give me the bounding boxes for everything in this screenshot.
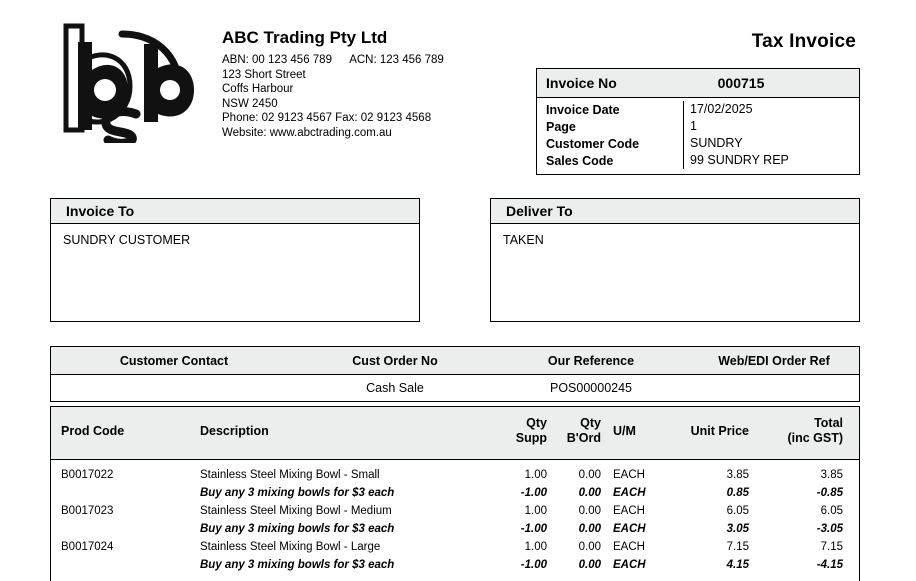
invoice-date-label: Invoice Date	[546, 102, 620, 117]
row-prod-code: B0017024	[61, 541, 114, 553]
table-row	[51, 556, 859, 574]
cust-order-no-value: Cash Sale	[366, 381, 424, 395]
row-description: Buy any 3 mixing bowls for $3 each	[200, 523, 395, 535]
total-header	[749, 407, 853, 459]
row-total: 6.05	[820, 505, 843, 517]
company-abn-acn	[222, 53, 522, 68]
prod-code-header: Prod Code	[61, 424, 125, 438]
bbs-logo-icon	[48, 18, 198, 143]
row-qty-supp: 1.00	[524, 541, 547, 553]
company-acn: ACN: 123 456 789	[349, 54, 444, 66]
cust-order-no-header: Cust Order No	[352, 353, 438, 368]
row-unit-price: 6.05	[726, 505, 749, 517]
invoice-meta-box	[536, 68, 860, 175]
row-qty-bord: 0.00	[578, 559, 601, 571]
row-qty-bord: 0.00	[578, 469, 601, 481]
uom-header: U/M	[613, 424, 636, 438]
deliver-to-line: TAKEN	[503, 233, 544, 247]
unit-price-header: Unit Price	[690, 424, 749, 438]
row-qty-supp: -1.00	[520, 559, 547, 571]
row-uom: EACH	[613, 541, 645, 553]
line-items-body	[51, 460, 859, 574]
row-qty-supp: 1.00	[524, 469, 547, 481]
page-label: Page	[546, 119, 576, 134]
row-uom: EACH	[613, 469, 645, 481]
description-header: Description	[200, 424, 269, 438]
qty-bord-header	[547, 407, 601, 459]
invoice-meta-rows	[537, 98, 859, 174]
qty-bord-header-line1: Qty	[580, 416, 601, 430]
row-qty-supp: -1.00	[520, 523, 547, 535]
row-description: Buy any 3 mixing bowls for $3 each	[200, 487, 395, 499]
row-qty-supp: -1.00	[520, 487, 547, 499]
company-abn: ABN: 00 123 456 789	[222, 54, 332, 66]
qty-bord-header-line2: B'Ord	[566, 431, 601, 445]
row-unit-price: 0.85	[726, 487, 749, 499]
deliver-to-box	[490, 198, 860, 322]
reference-header-row	[51, 347, 859, 375]
row-prod-code: B0017023	[61, 505, 114, 517]
row-uom: EACH	[613, 505, 645, 517]
company-website: Website: www.abctrading.com.au	[222, 126, 392, 139]
row-qty-bord: 0.00	[578, 541, 601, 553]
row-qty-bord: 0.00	[578, 487, 601, 499]
invoice-to-body	[51, 224, 419, 248]
row-description: Stainless Steel Mixing Bowl - Medium	[200, 505, 392, 517]
invoice-meta-row	[537, 135, 859, 152]
page-value: 1	[683, 118, 859, 135]
row-total: 3.85	[820, 469, 843, 481]
row-description: Stainless Steel Mixing Bowl - Small	[200, 469, 380, 481]
company-phone-fax: Phone: 02 9123 4567 Fax: 02 9123 4568	[222, 112, 432, 124]
row-qty-bord: 0.00	[578, 523, 601, 535]
qty-supp-header	[491, 407, 547, 459]
our-reference-header: Our Reference	[547, 353, 635, 368]
sales-code-label: Sales Code	[546, 153, 614, 168]
invoice-number-label: Invoice No	[546, 75, 617, 91]
row-qty-supp: 1.00	[524, 505, 547, 517]
sales-code-value: 99 SUNDRY REP	[683, 152, 859, 169]
row-uom: EACH	[613, 487, 646, 499]
row-total: 7.15	[820, 541, 843, 553]
row-prod-code: B0017022	[61, 469, 114, 481]
row-uom: EACH	[613, 559, 646, 571]
table-row	[51, 520, 859, 538]
row-unit-price: 3.05	[726, 523, 749, 535]
reference-value-row	[51, 375, 859, 401]
deliver-to-heading: Deliver To	[491, 199, 859, 224]
customer-code-label: Customer Code	[546, 136, 640, 151]
row-total: -0.85	[816, 487, 843, 499]
invoice-to-heading: Invoice To	[51, 199, 419, 224]
company-state-postcode: NSW 2450	[222, 97, 278, 110]
row-qty-bord: 0.00	[578, 505, 601, 517]
total-header-line1: Total	[814, 416, 843, 430]
table-row	[51, 484, 859, 502]
company-suburb: Coffs Harbour	[222, 83, 294, 95]
row-unit-price: 4.15	[726, 559, 749, 571]
invoice-number-value: 000715	[717, 75, 765, 91]
row-total: -4.15	[816, 559, 843, 571]
qty-supp-header-line1: Qty	[526, 416, 547, 430]
deliver-to-body	[491, 224, 859, 248]
row-description: Buy any 3 mixing bowls for $3 each	[200, 559, 395, 571]
company-street: 123 Short Street	[222, 68, 306, 81]
company-details	[222, 28, 522, 140]
invoice-meta-row	[537, 152, 859, 169]
reference-table	[50, 346, 860, 402]
customer-contact-header: Customer Contact	[119, 353, 229, 368]
row-description: Stainless Steel Mixing Bowl - Large	[200, 541, 381, 553]
row-total: -3.05	[816, 523, 843, 535]
customer-code-value: SUNDRY	[683, 135, 859, 152]
line-items-header-row	[51, 407, 859, 460]
our-reference-value: POS00000245	[549, 381, 632, 395]
table-row	[51, 538, 859, 556]
qty-supp-header-line2: Supp	[515, 431, 547, 445]
invoice-to-box	[50, 198, 420, 322]
row-unit-price: 3.85	[726, 469, 749, 481]
company-name: ABC Trading Pty Ltd	[222, 28, 388, 47]
page-title: Tax Invoice	[751, 31, 856, 52]
table-row	[51, 502, 859, 520]
invoice-date-value: 17/02/2025	[683, 101, 859, 118]
table-row	[51, 466, 859, 484]
invoice-meta-row	[537, 101, 859, 118]
total-header-line2: (inc GST)	[787, 431, 843, 445]
invoice-header	[0, 0, 916, 180]
invoice-meta-row	[537, 118, 859, 135]
web-edi-order-ref-header: Web/EDI Order Ref	[718, 353, 830, 368]
line-items-table	[50, 406, 860, 581]
invoice-to-line: SUNDRY CUSTOMER	[63, 233, 191, 247]
invoice-number-row	[537, 69, 859, 98]
row-uom: EACH	[613, 523, 646, 535]
row-unit-price: 7.15	[726, 541, 749, 553]
company-logo	[48, 18, 198, 143]
